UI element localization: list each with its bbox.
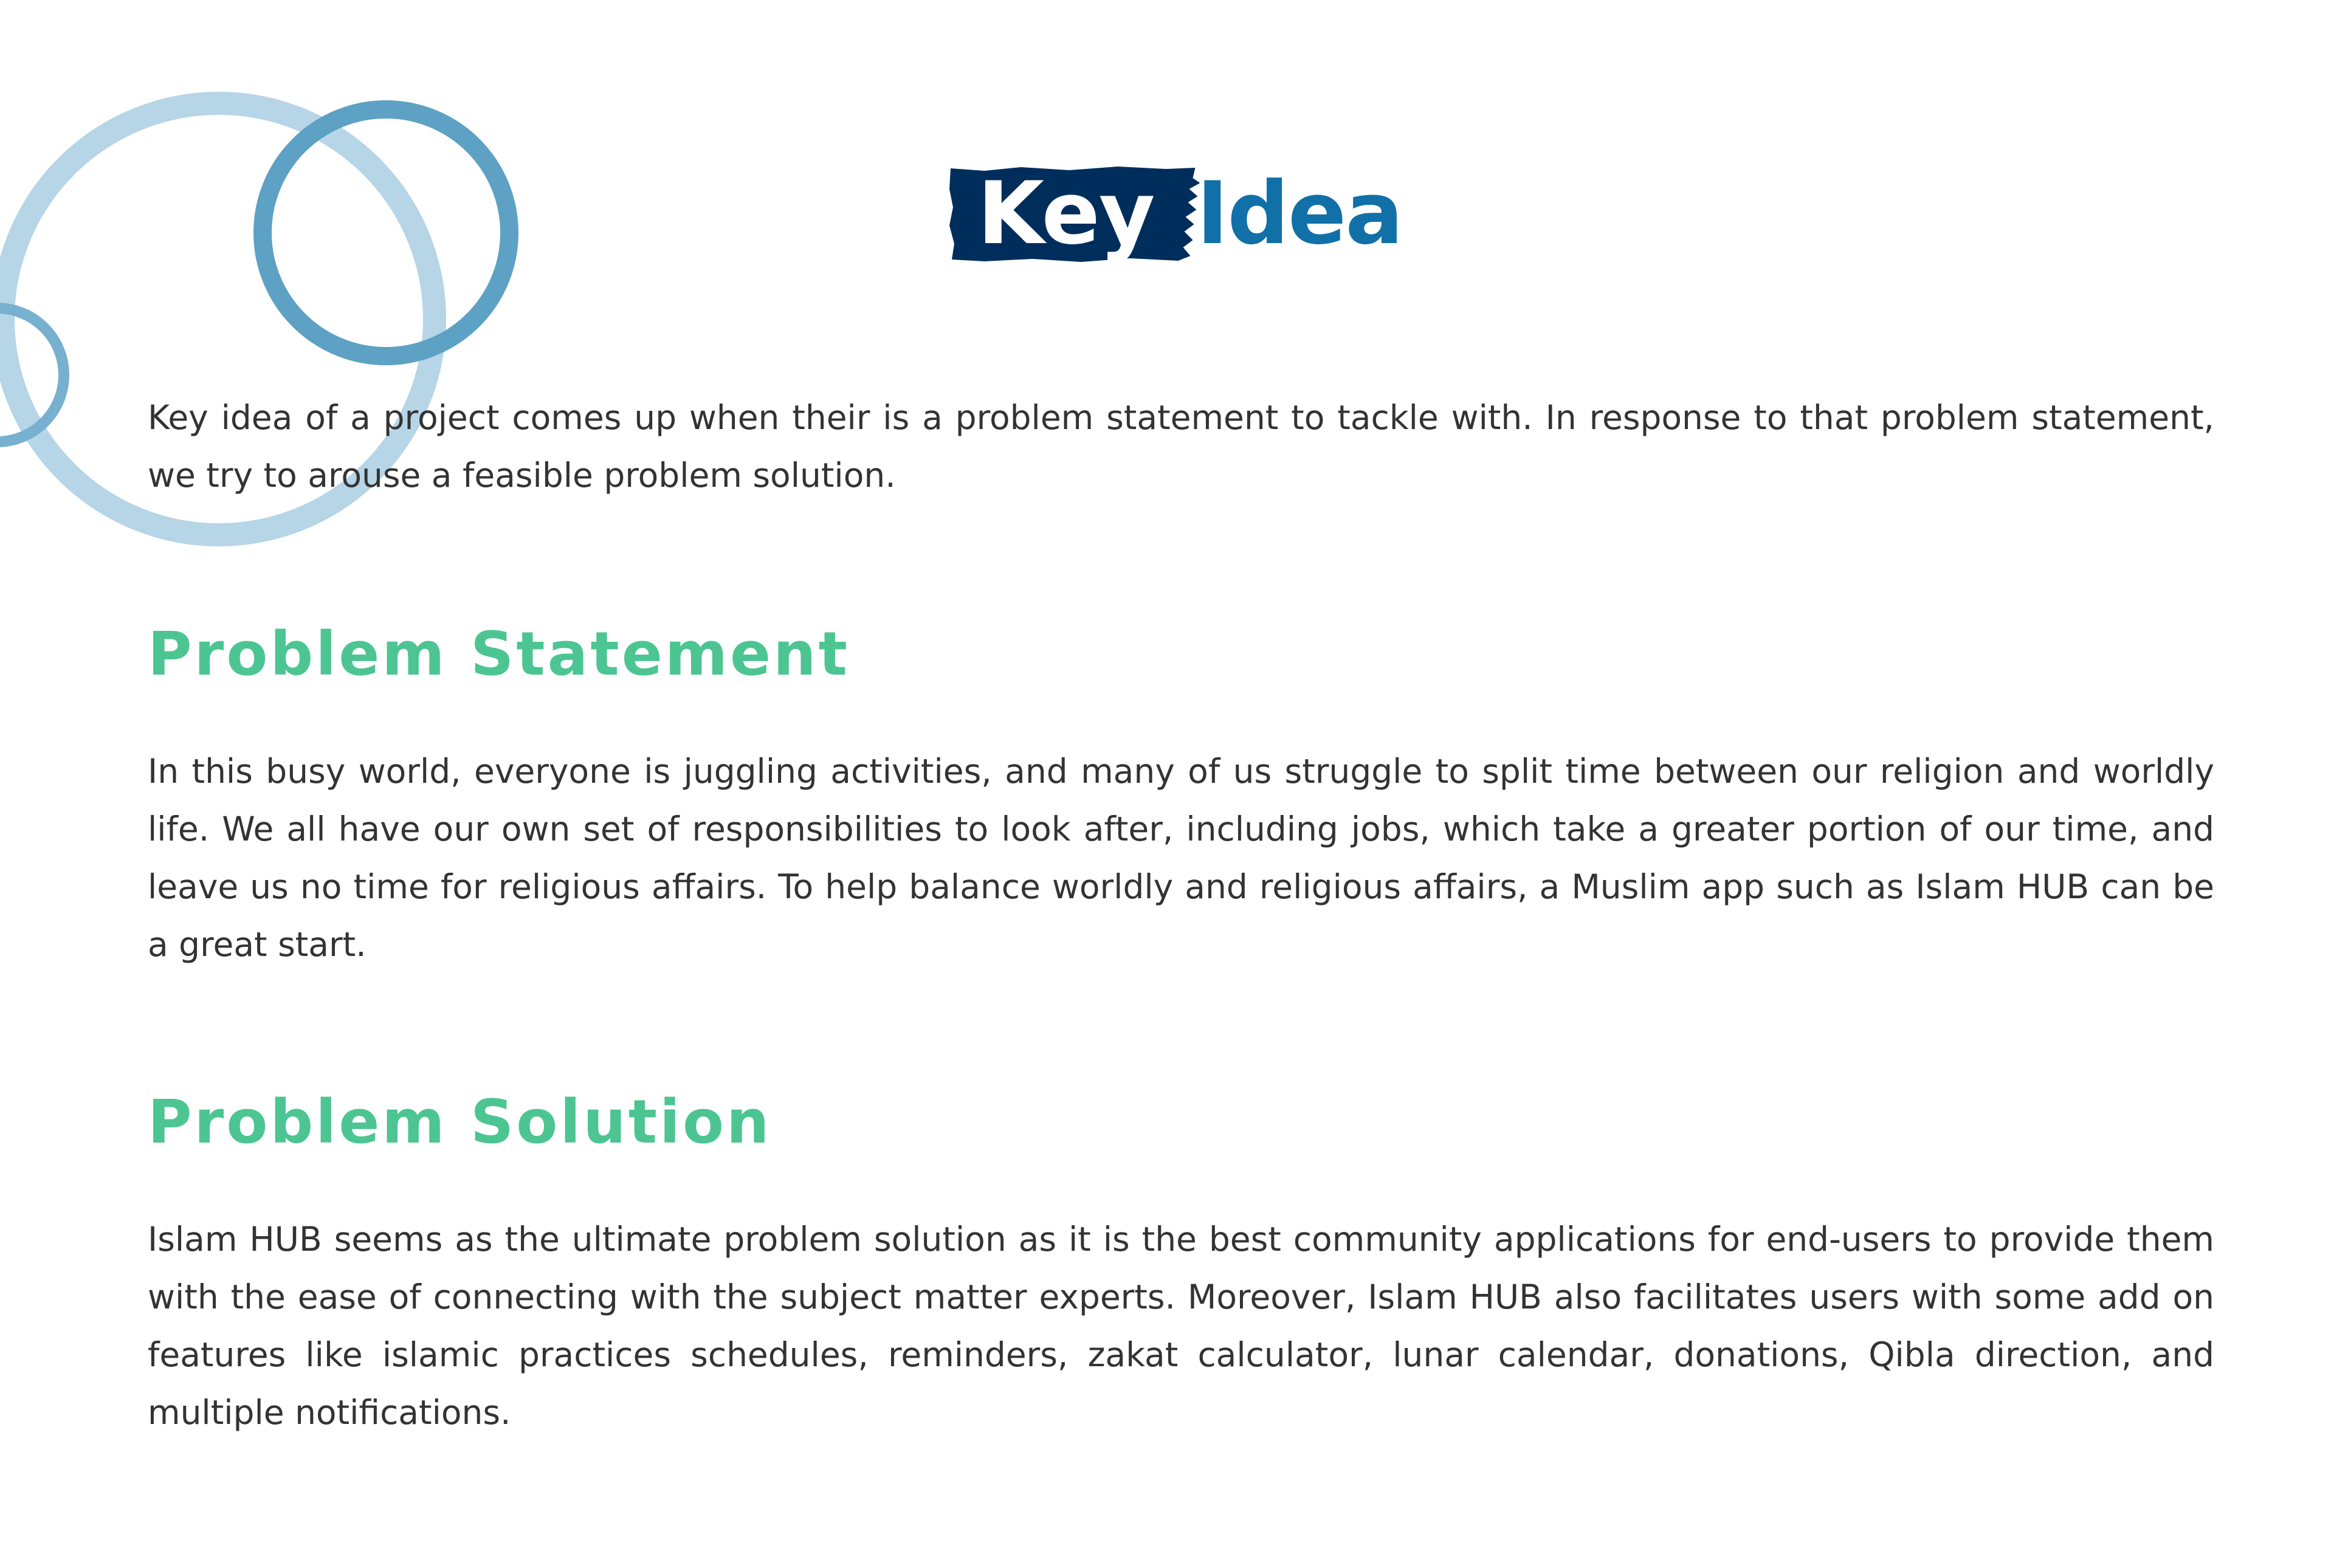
problem-statement-paragraph: In this busy world, everyone is juggling activities, and many of us struggle to split time between our religion and worldly life. We all have our own set of responsibilities to look after, including jobs, which take a greater portion of our time, and leave us no time for religious affairs. To help balance worldly and religious affairs, a Muslim app such as Islam HUB can be a great start. (148, 752, 2214, 964)
intro-section (148, 389, 2214, 504)
problem-statement-heading: Problem Statement (148, 619, 850, 689)
intro-paragraph: Key idea of a project comes up when their is a problem statement to tackle with. In response to that problem statement, we try to arouse a feasible problem solution. (148, 398, 2214, 495)
problem-solution-paragraph: Islam HUB seems as the ultimate problem solution as it is the best community applications for end-users to provide them with the ease of connecting with the subject matter experts. Moreover, Islam HUB also facilitates users with some add on features like islamic practices schedules, reminders, zakat calculator, lunar calendar, donations, Qibla direction, and multiple notifications. (148, 1220, 2214, 1432)
problem-statement-section (148, 619, 2214, 691)
medium-blue-circle (263, 109, 509, 356)
problem-solution-section (148, 1087, 2214, 1159)
problem-statement-body (148, 743, 2214, 974)
title-highlighted-word: Key (977, 163, 1154, 264)
page-title (948, 159, 1402, 269)
title-highlight-brush (948, 165, 1202, 263)
title-word: Idea (1196, 163, 1403, 264)
problem-solution-heading: Problem Solution (148, 1087, 772, 1157)
problem-solution-body (148, 1211, 2214, 1442)
